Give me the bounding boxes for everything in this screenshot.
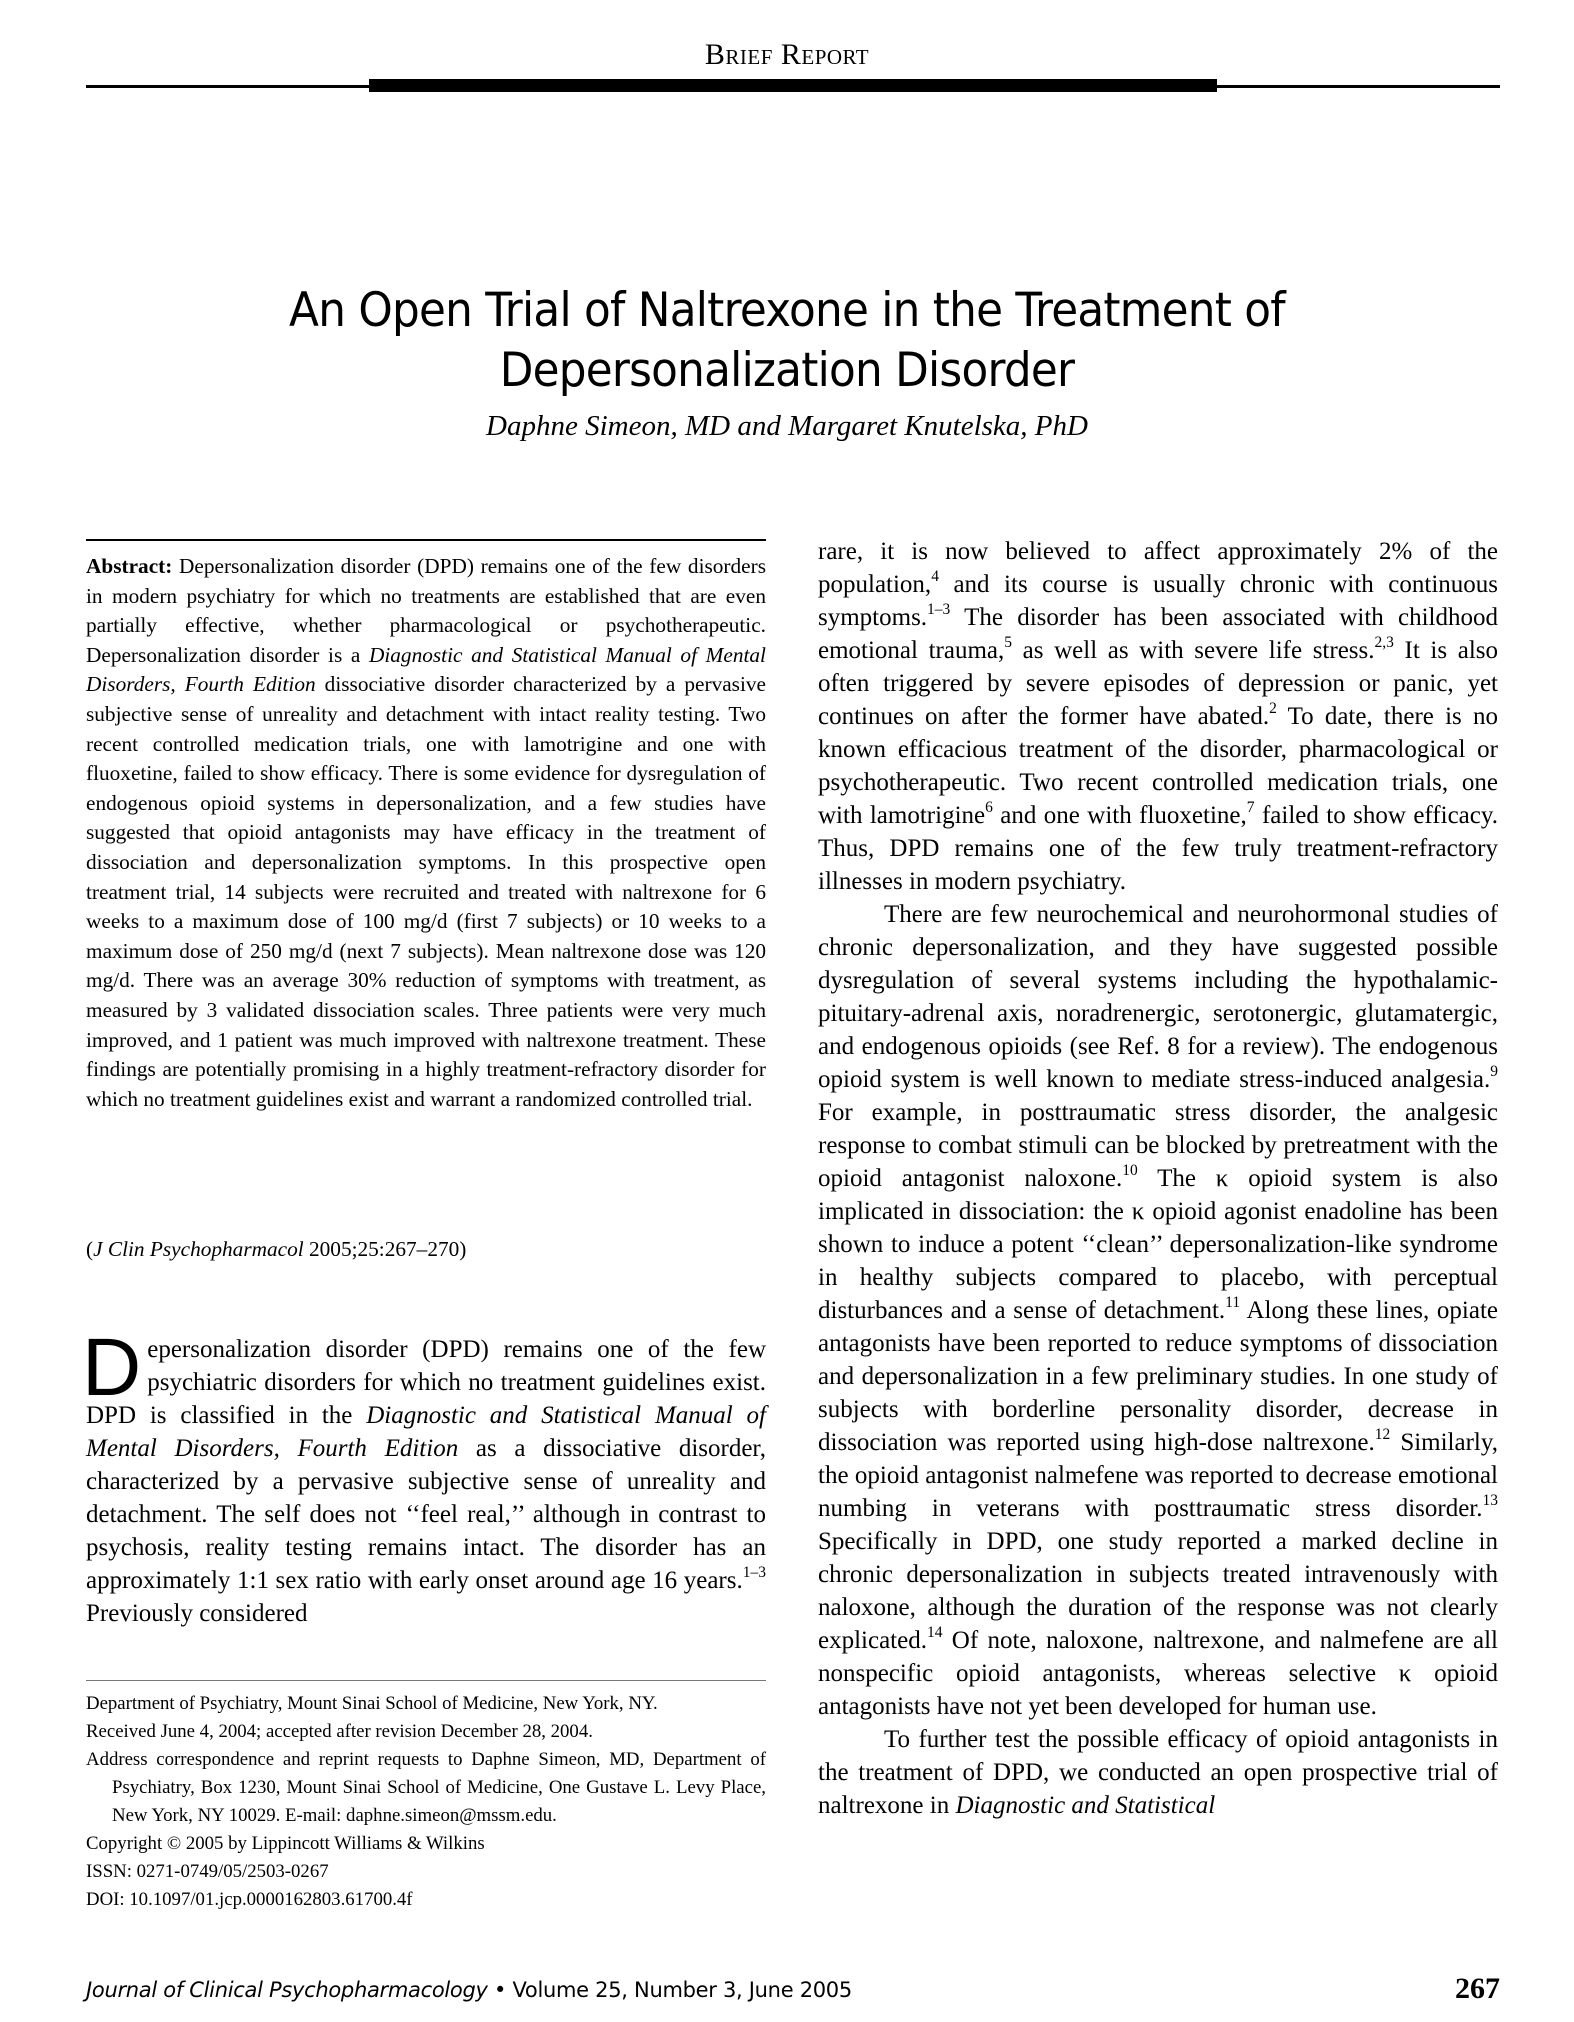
abstract bbox=[86, 552, 766, 1114]
header-rule-thick bbox=[369, 79, 1217, 92]
citation-ref: 1–3 bbox=[742, 1564, 766, 1582]
received-date: Received June 4, 2004; accepted after revision December 28, 2004. bbox=[86, 1721, 593, 1742]
correspondence-address: Address correspondence and reprint requests to Daphne Simeon, MD, Department of Psychiatry, Box 1230, Mount Sinai School of Medicine, One Gustave L. Levy Place, New York, NY 10029. E-mail: daphne.simeon@mssm.edu. bbox=[86, 1749, 766, 1826]
journal-footer bbox=[86, 1978, 852, 2002]
affiliation: Department of Psychiatry, Mount Sinai School of Medicine, New York, NY. bbox=[86, 1693, 658, 1714]
footnotes bbox=[86, 1690, 766, 1914]
intro-paragraph: Depersonalization disorder (DPD) remains one of the few psychiatric disorders for which no treatment guidelines exist. DPD is classified in the Diagnostic and Statistical Manual of Mental Disorders, Fourth Edition as a dissociative disorder, characterized by a pervasive subjective sense of unreality and detachment. The self does not ‘‘feel real,’’ although in contrast to psychosis, reality testing remains intact. The disorder has an approximately 1:1 sex ratio with early onset around age 16 years.$^{1-3}$ Previously considered bbox=[82, 1322, 767, 1627]
drop-cap: D bbox=[82, 1322, 142, 1413]
issn: ISSN: 0271-0749/05/2503-0267 bbox=[86, 1861, 329, 1882]
abstract-label: Abstract: bbox=[86, 554, 173, 578]
paragraph: To further test the possible efficacy of opioid antagonists in the treatment of DPD, we conducted an open prospective trial of naltrexone in Diagnostic and Statistical bbox=[818, 1726, 1498, 1819]
footer-separator: • bbox=[487, 1978, 513, 2002]
paragraph: There are few neurochemical and neurohormonal studies of chronic depersonalization, and they have suggested possible dysregulation of several systems including the hypothalamic-pituitary-adrenal axis, noradrenergic, serotonergic, glutamatergic, and endogenous opioids (see Ref. 8 for a review). The endogenous opioid system is well known to mediate stress-induced analgesia.$^9$ For example, in posttraumatic stress disorder, the analgesic response to combat stimuli can be blocked by pretreatment with the opioid antagonist naloxone.$^{10}$ The κ opioid system is also implicated in dissociation: the κ opioid agonist enadoline has been shown to induce a potent ‘‘clean’’ depersonalization-like syndrome in healthy subjects compared to placebo, with perceptual disturbances and a sense of detachment.$^{11}$ Along these lines, opiate antagonists have been reported to reduce symptoms of dissociation and depersonalization in a few preliminary studies. In one study of subjects with borderline personality disorder, decrease in dissociation was reported using high-dose naltrexone.$^{12}$ Similarly, the opioid antagonist nalmefene was reported to decrease emotional numbing in veterans with posttraumatic stress disorder.$^{13}$ Specifically in DPD, one study reported a marked decline in chronic depersonalization in subjects treated intravenously with naloxone, although the duration of the response was not clearly explicated.$^{14}$ Of note, naloxone, naltrexone, and nalmefene are all nonspecific opioid antagonists, whereas selective κ opioid antagonists have not yet been developed for human use. bbox=[818, 901, 1498, 1720]
abstract-text: dissociative disorder characterized by a pervasive subjective sense of unreality and detachment with intact reality testing. Two recent controlled medication trials, one with lamotrigine and one with fluoxetine, failed to show efficacy. There is some evidence for dysregulation of endogenous opioid systems in depersonalization, and a few studies have suggested that opioid antagonists may have efficacy in the treatment of dissociation and depersonalization symptoms. In this prospective open treatment trial, 14 subjects were recruited and treated with naltrexone for 6 weeks to a maximum dose of 100 mg/d (first 7 subjects) or 10 weeks to a maximum dose of 250 mg/d (next 7 subjects). Mean naltrexone dose was 120 mg/d. There was an average 30% reduction of symptoms with treatment, as measured by 3 validated dissociation scales. Three patients were very much improved, and 1 patient was much improved with naltrexone treatment. These findings are potentially promising in a highly treatment-refractory disorder for which no treatment guidelines exist and warrant a randomized controlled trial. bbox=[86, 672, 766, 1111]
journal-name: Journal of Clinical Psychopharmacology bbox=[86, 1978, 488, 2002]
abstract-dsm-title: Diagnostic and Statistical Manual of Mental Disorders, Fourth Edition bbox=[86, 642, 766, 697]
footnote-rule bbox=[86, 1680, 766, 1681]
abstract-citation: (J Clin Psychopharmacol 2005;25:267–270) bbox=[86, 1237, 467, 1261]
copyright: Copyright © 2005 by Lippincott Williams & Wilkins bbox=[86, 1833, 485, 1854]
title-line-1: An Open Trial of Naltrexone in the Treatment of bbox=[289, 283, 1285, 339]
authors: Daphne Simeon, MD and Margaret Knutelska, PhD bbox=[486, 410, 1088, 442]
running-head: Brief Report bbox=[704, 38, 870, 71]
abstract-rule bbox=[86, 539, 766, 541]
right-column bbox=[818, 535, 1498, 1822]
citation-journal: J Clin Psychopharmacol bbox=[93, 1237, 304, 1261]
article-title bbox=[195, 281, 1380, 401]
dsm-title: Diagnostic and Statistical Manual of Mental Disorders, Fourth Edition bbox=[86, 1402, 766, 1462]
title-line-2: Depersonalization Disorder bbox=[499, 343, 1075, 399]
journal-issue: Volume 25, Number 3, June 2005 bbox=[512, 1978, 852, 2002]
abstract-text: Depersonalization disorder (DPD) remains one of the few disorders in modern psychiatry for which no treatments are established that are even partially effective, whether pharmacological or psychotherapeutic. Depersonalization disorder is a bbox=[86, 554, 766, 667]
paragraph: rare, it is now believed to affect approximately 2% of the population,$^4$ and its course is usually chronic with continuous symptoms.$^{1-3}$ The disorder has been associated with childhood emotional trauma,$^5$ as well as with severe life stress.$^{2,3}$ It is also often triggered by severe episodes of depression or panic, yet continues on after the former have abated.$^2$ To date, there is no known efficacious treatment of the disorder, pharmacological or psychotherapeutic. Two recent controlled medication trials, one with lamotrigine$^6$ and one with fluoxetine,$^7$ failed to show efficacy. Thus, DPD remains one of the few truly treatment-refractory illnesses in modern psychiatry. bbox=[818, 538, 1498, 895]
page-number: 267 bbox=[1455, 1972, 1500, 2005]
doi: DOI: 10.1097/01.jcp.0000162803.61700.4f bbox=[86, 1889, 413, 1910]
